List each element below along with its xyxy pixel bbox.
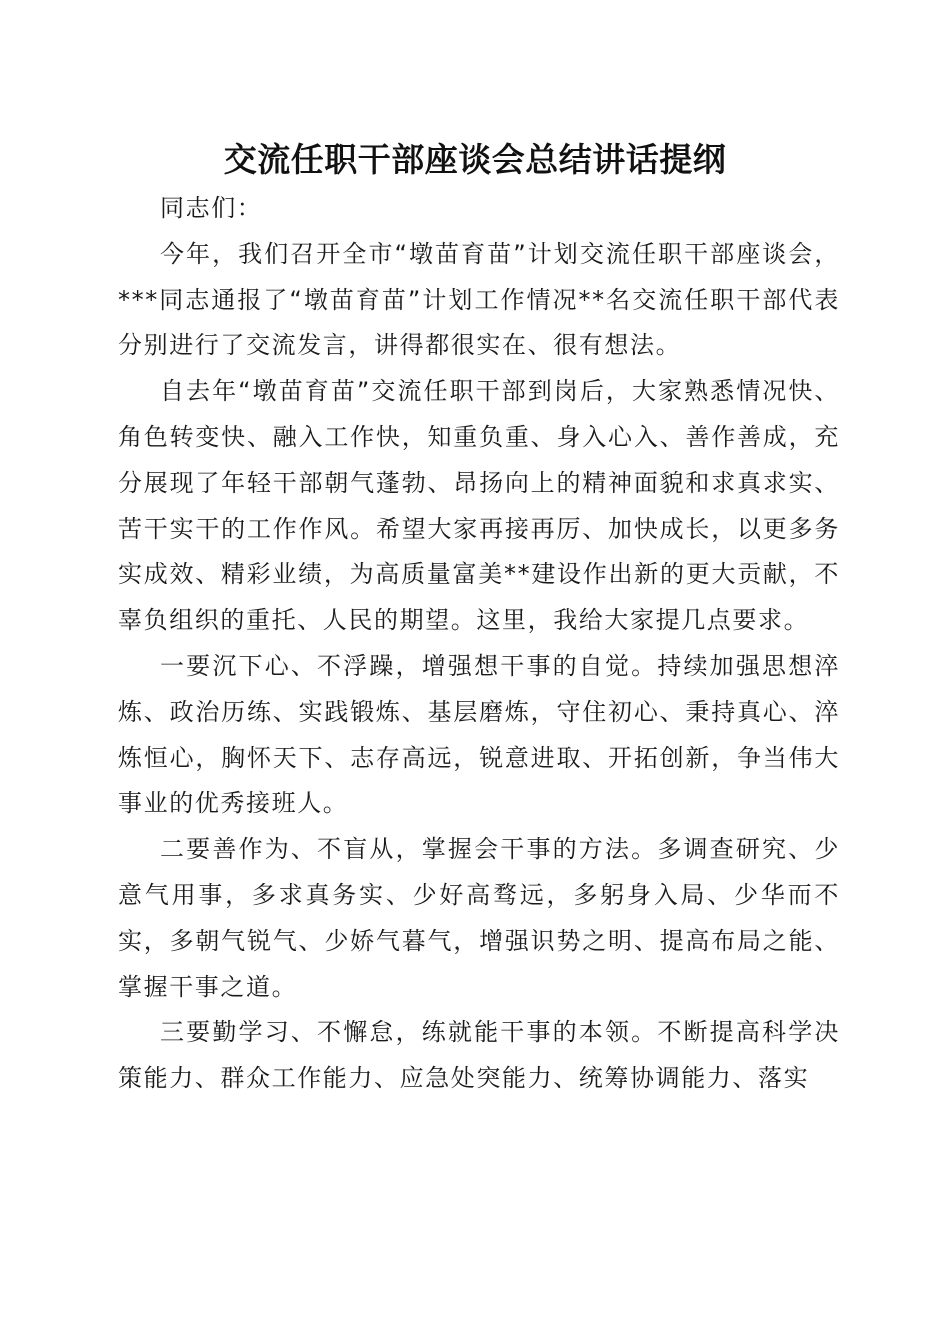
paragraph-intro: 今年，我们召开全市“墩苗育苗”计划交流任职干部座谈会，***同志通报了“墩苗育苗”计划工作情况**名交流任职干部代表分别进行了交流发言，讲得都很实在、很有想法。 (118, 239, 840, 360)
document-body (118, 186, 840, 1102)
salutation: 同志们： (160, 194, 263, 222)
paragraph-requirement-3: 三要勤学习、不懈怠，练就能干事的本领。不断提高科学决策能力、群众工作能力、应急处突能力、统筹协调能力、落实 (118, 1018, 840, 1093)
paragraph-requirement-1: 一要沉下心、不浮躁，增强想干事的自觉。持续加强思想淬炼、政治历练、实践锻炼、基层磨炼，守住初心、秉持真心、淬炼恒心，胸怀天下、志存高远，锐意进取、开拓创新，争当伟大事业的优秀接班人。 (118, 651, 840, 818)
paragraph-requirement-2: 二要善作为、不盲从，掌握会干事的方法。多调查研究、少意气用事，多求真务实、少好高骛远，多躬身入局、少华而不实，多朝气锐气、少娇气暮气，增强识势之明、提高布局之能、掌握干事之道。 (118, 835, 840, 1001)
paragraph-review: 自去年“墩苗育苗”交流任职干部到岗后，大家熟悉情况快、角色转变快、融入工作快，知重负重、身入心入、善作善成，充分展现了年轻干部朝气蓬勃、昂扬向上的精神面貌和求真求实、苦干实干的工作作风。希望大家再接再厉、加快成长，以更多务实成效、精彩业绩，为高质量富美**建设作出新的更大贡献，不辜负组织的重托、人民的期望。这里，我给大家提几点要求。 (118, 377, 840, 635)
document-title: 交流任职干部座谈会总结讲话提纲 (223, 140, 727, 179)
